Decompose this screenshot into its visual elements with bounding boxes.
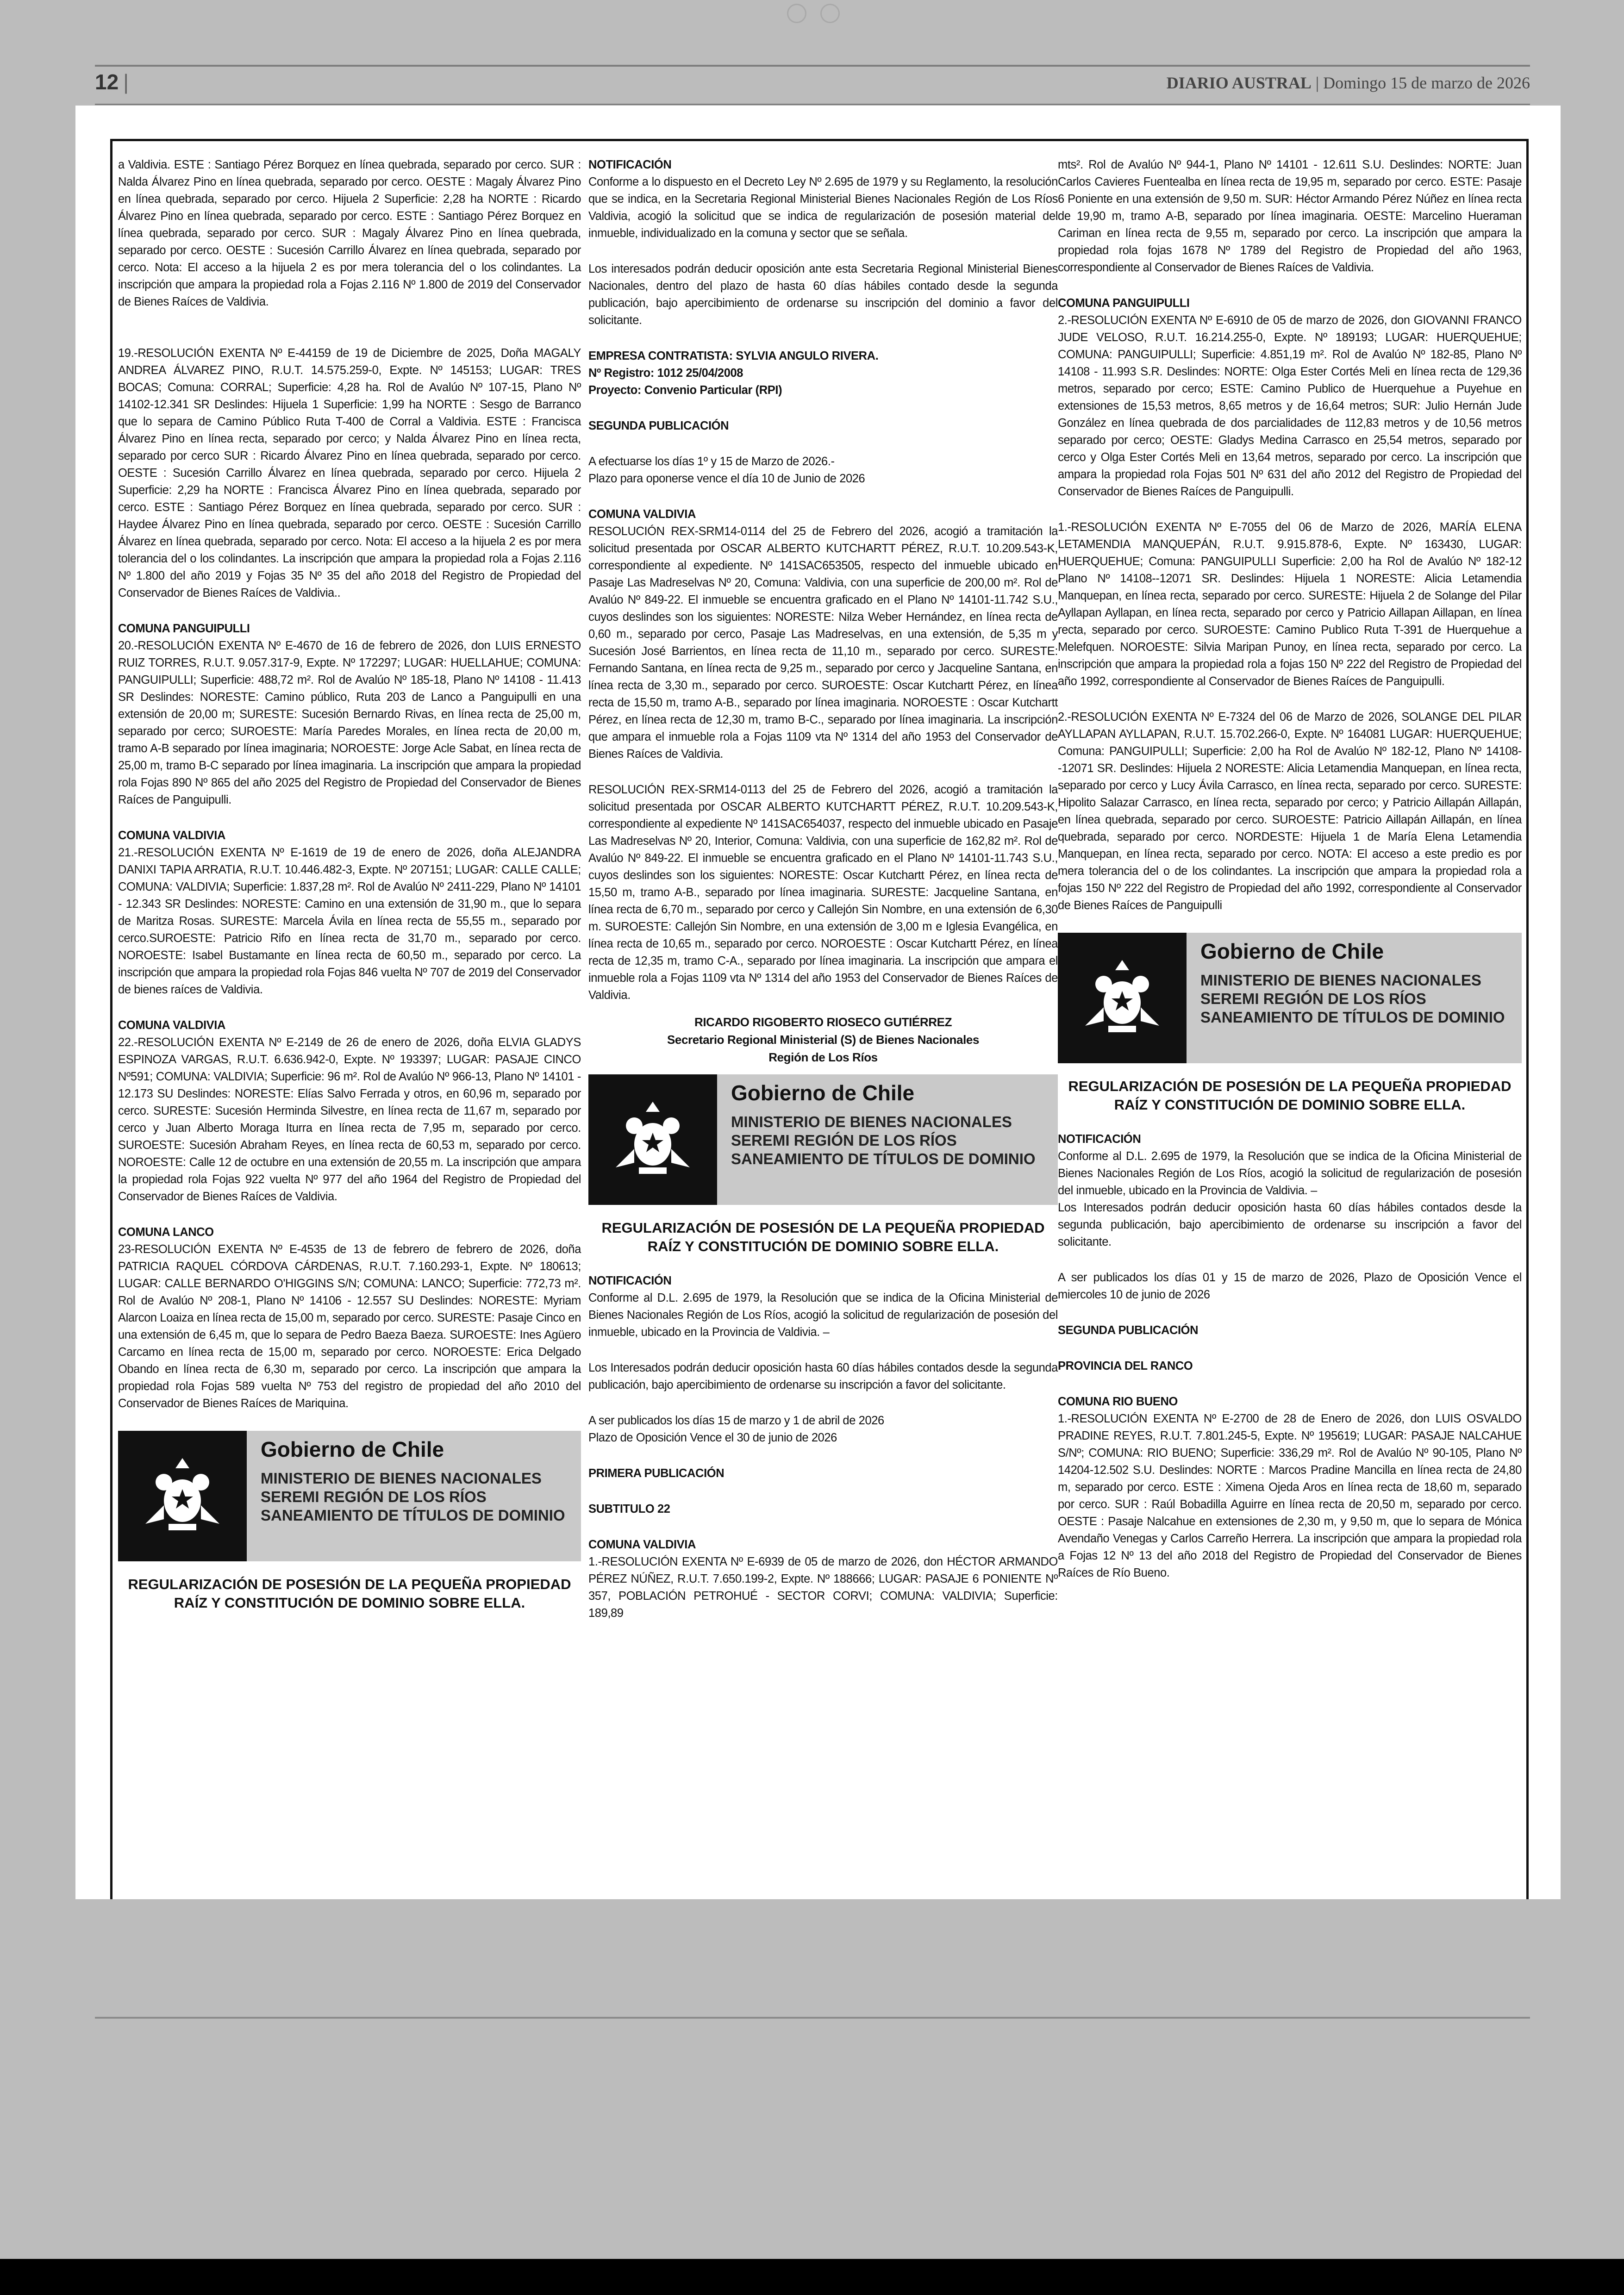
- newspaper-page: [75, 106, 1561, 1899]
- gob-line: SEREMI REGIÓN DE LOS RÍOS: [1200, 990, 1426, 1007]
- section-heading: COMUNA VALDIVIA: [118, 1019, 225, 1032]
- article-text: mts². Rol de Avalúo Nº 944-1, Plano Nº 14101 - 12.611 S.U. Deslindes: NORTE: Juan Carlos Cavieres Fuentealba en línea recta de 19,95 m, separado por cerco. ESTE: Pasaje 6 Poniente en una extensión de 9,50 m. SUR: Héctor Armando Pérez Núñez en línea recta de 19,90 m, tramo A-B, separado por línea imaginaria. OESTE: Marcelino Hueraman Cariman en línea recta de 9,55 m, separado por cerco. La inscripción que ampara la propiedad rola fojas 1678 Nº 1789 del Registro de Propiedad del año 1963, correspondiente al Conservador de Bienes Raíces de Valdivia.: [1058, 158, 1522, 274]
- section-heading: COMUNA PANGUIPULLI: [1058, 297, 1190, 310]
- gob-title: Gobierno de Chile: [261, 1437, 444, 1461]
- section-heading: COMUNA LANCO: [118, 1226, 214, 1239]
- gobierno-banner: [118, 1431, 581, 1561]
- signature-block: [588, 1013, 1058, 1066]
- paper-date: [1167, 73, 1530, 93]
- article-text: A ser publicados los días 15 de marzo y 1 de abril de 2026: [588, 1414, 884, 1427]
- section-heading: COMUNA VALDIVIA: [588, 1538, 696, 1551]
- section-heading: COMUNA VALDIVIA: [118, 829, 225, 842]
- article-text: 1.-RESOLUCIÓN EXENTA Nº E-2700 de 28 de Enero de 2026, don LUIS OSVALDO PRADINE REYES, R.U.T. 7.801.245-5, Expte. Nº 195619; LUGAR: PASAJE NALCAHUE S/Nº; COMUNA: RIO BUENO; Superficie: 336,29 m². Rol de Avalúo Nº 90-105, Plano Nº 14204-12.502 S.U. Deslindes: NORTE : Marcos Pradine Mancilla en línea recta de 24,80 m, separado por cerco. ESTE : Ximena Ojeda Aros en línea recta de 18,60 m, separado por cerco. SUR : Raúl Bobadilla Aguirre en línea recta de 20,50 m, separado por cerco. OESTE : Pasaje Nalcahue en extensiones de 2,30 m, y 9,50 m, que lo separa de Mónica Avendaño Venegas y Carlos Carreño Herrera. La inscripción que ampara la propiedad rola a Fojas 12 Nº 13 del año 2018 del Registro de Propiedad del Conservador de Bienes Raíces de Río Bueno.: [1058, 1412, 1522, 1579]
- section-heading: SEGUNDA PUBLICACIÓN: [588, 419, 729, 432]
- article-text: Conforme al D.L. 2.695 de 1979, la Resolución que se indica de la Oficina Ministerial de Bienes Nacionales Región de Los Ríos, acogió la solicitud de regularización de posesión del inmueble, ubicado en la Provincia de Valdivia. –: [588, 1291, 1058, 1339]
- article-text: 20.-RESOLUCIÓN EXENTA Nº E-4670 de 16 de febrero de 2026, don LUIS ERNESTO RUIZ TORRES, R.U.T. 9.057.317-9, Expte. Nº 172297; LUGAR: HUELLAHUE; COMUNA: PANGUIPULLI; Superficie: 488,72 m². Rol de Avalúo Nº 185-18, Plano Nº 14108 - 11.413 SR Deslindes: NORESTE: Camino público, Ruta 203 de Lanco a Panguipulli en una extensión de 20,00 m; SURESTE: Sucesión Bernardo Rivas, en línea recta de 25,00 m, separado por cerco; SUROESTE: María Paredes Morales, en línea recta de 20,00 m, tramo A-B separado por línea imaginaria; NOROESTE: Jorge Acle Sabat, en línea recta de 25,00 m, tramo B-C separado por línea imaginaria. La inscripción que ampara la propiedad rola Fojas 890 Nº 865 del año 2025 del Registro de Propiedad del Conservador de Bienes Raíces de Panguipulli.: [118, 639, 581, 806]
- article-text: 23-RESOLUCIÓN EXENTA Nº E-4535 de 13 de febrero de febrero de 2026, doña PATRICIA RAQUEL CÓRDOVA CÁRDENAS, R.U.T. 7.160.293-1, Expte. Nº 180613; LUGAR: CALLE BERNARDO O'HIGGINS S/N; COMUNA: LANCO; Superficie: 772,73 m². Rol de Avalúo Nº 208-1, Plano Nº 14106 - 12.557 SU Deslindes: NORESTE: Myriam Alarcon Loaiza en línea recta de 15,00 m, separado por cerco. SURESTE: Pasaje Cinco en una extensión de 6,45 m, que lo separa de Pedro Baeza Baeza. SUROESTE: Ines Agüero Carcamo en línea recta de 15,00 m, separado por cerco. NOROESTE: Erica Delgado Obando en línea recta de 6,30 m, separado por cerco. La inscripción que ampara la propiedad rola Fojas 589 vuelta Nº 753 del registro de propiedad del año 2010 del Conservador de Bienes Raíces de Mariquina.: [118, 1243, 581, 1410]
- article-text: Plazo de Oposición Vence el 30 de junio de 2026: [588, 1431, 837, 1444]
- gob-line: SANEAMIENTO DE TÍTULOS DE DOMINIO: [261, 1507, 565, 1524]
- article-text: 1.-RESOLUCIÓN EXENTA Nº E-6939 de 05 de marzo de 2026, don HÉCTOR ARMANDO PÉREZ NÚÑEZ, R.U.T. 7.650.199-2, Expte. Nº 188666; LUGAR: PASAJE 6 PONIENTE Nº 357, POBLACIÓN PETROHUÉ - SECTOR CORVI; COMUNA: VALDIVIA; Superficie: 189,89: [588, 1555, 1058, 1620]
- signer-name: RICARDO RIGOBERTO RIOSECO GUTIÉRREZ: [694, 1015, 952, 1029]
- article-text: a Valdivia. ESTE : Santiago Pérez Borquez en línea quebrada, separado por cerco. SUR : Nalda Álvarez Pino en línea quebrada, separado por cerco. OESTE : Magaly Álvarez Pino en línea quebrada, separado por cerco. Hijuela 2 Superficie: 2,28 ha NORTE : Ricardo Álvarez Pino en línea quebrada, separado por cerco. ESTE : Santiago Pérez Borquez en línea quebrada, separado por cerco. SUR : Magaly Álvarez Pino en línea quebrada, separado por cerco. OESTE : Sucesión Carrillo Álvarez en línea quebrada, separado por cerco. Nota: El acceso a la hijuela 2 es por mera tolerancia del o los colindantes. La inscripción que ampara la propiedad rola a Fojas 2.116 Nº 1.800 de 2019 del Conservador de Bienes Raíces de Valdivia.: [118, 158, 581, 308]
- gobierno-banner: [588, 1074, 1058, 1205]
- regularization-title: REGULARIZACIÓN DE POSESIÓN DE LA PEQUEÑA PROPIEDAD RAÍZ Y CONSTITUCIÓN DE DOMINIO SOBRE ELLA.: [128, 1576, 571, 1611]
- gob-line: SANEAMIENTO DE TÍTULOS DE DOMINIO: [731, 1150, 1036, 1167]
- gob-line: SANEAMIENTO DE TÍTULOS DE DOMINIO: [1200, 1009, 1505, 1026]
- contractor-line: EMPRESA CONTRATISTA: SYLVIA ANGULO RIVERA.: [588, 349, 879, 362]
- coat-of-arms-icon: [118, 1431, 247, 1561]
- nav-prev-icon[interactable]: [787, 4, 806, 23]
- project-line: Proyecto: Convenio Particular (RPI): [588, 384, 782, 397]
- section-heading: PROVINCIA DEL RANCO: [1058, 1360, 1193, 1372]
- article-text: 2.-RESOLUCIÓN EXENTA Nº E-6910 de 05 de marzo de 2026, don GIOVANNI FRANCO JUDE VELOSO, R.U.T. 16.214.255-0, Expte. Nº 189193; LUGAR: HUERQUEHUE; COMUNA: PANGUIPULLI; Superficie: 4.851,19 m². Rol de Avalúo Nº 182-85, Plano Nº 14108 - 11.993 S.R. Deslindes: NORTE: Olga Ester Cortés Meli en línea recta de 129,36 metros, separado por cerco; ESTE: Camino Publico de Huerquehue a Puyehue en extensiones de 15,53 metros, 8,65 metros y de 16,64 metros; SUR: Julio Hernán Jude González en línea quebrada de dos parcialidades de 112,83 metros y de 10,56 metros separado por cerco; OESTE: Gladys Medina Carrasco en 25,54 metros, separado por cerco y Olga Ester Cortés Meli en 13,64 metros, separado por cerco. La inscripción que ampara la propiedad rola Fojas 501 Nº 631 del año 2012 del Registro de Propiedad del Conservador de Bienes Raíces de Panguipulli.: [1058, 314, 1522, 498]
- paper-date-text: | Domingo 15 de marzo de 2026: [1315, 74, 1530, 92]
- page-number: 12 |: [95, 70, 129, 94]
- article-text: Los Interesados podrán deducir oposición hasta 60 días hábiles contados desde la segunda publicación, bajo apercibimiento de ordenarse su inscripción a favor del solicitante.: [1058, 1201, 1522, 1248]
- column-2: [588, 156, 1058, 1640]
- header-separator: |: [123, 70, 129, 94]
- section-heading: NOTIFICACIÓN: [588, 158, 672, 171]
- article-text: 21.-RESOLUCIÓN EXENTA Nº E-1619 de 19 de enero de 2026, doña ALEJANDRA DANIXI TAPIA ARRATIA, R.U.T. 10.446.482-3, Expte. Nº 207151; LUGAR: CALLE CALLE; COMUNA: VALDIVIA; Superficie: 1.837,28 m². Rol de Avalúo Nº 2411-229, Plano Nº 14101 - 12.343 SR Deslindes: NORESTE: Camino en una extensión de 31,90 m., que lo separa de Maritza Rosas. SURESTE: Marcela Ávila en línea recta de 55,55 m., separado por cerco.SUROESTE: Patricio Rifo en línea recta de 31,70 m., separado por cerco. NOROESTE: Isabel Bustamante en línea recta de 60,50 m., separado por cerco. La inscripción que ampara la propiedad rola Fojas 846 vuelta Nº 707 de 2019 del Conservador de bienes raíces de Valdivia.: [118, 846, 581, 996]
- footer-rule: [95, 2017, 1530, 2019]
- gob-line: SEREMI REGIÓN DE LOS RÍOS: [731, 1132, 957, 1149]
- regularization-title: REGULARIZACIÓN DE POSESIÓN DE LA PEQUEÑA PROPIEDAD RAÍZ Y CONSTITUCIÓN DE DOMINIO SOBRE ELLA.: [1068, 1078, 1512, 1113]
- article-text: 2.-RESOLUCIÓN EXENTA Nº E-7324 del 06 de Marzo de 2026, SOLANGE DEL PILAR AYLLAPAN AYLLAPAN, R.U.T. 15.702.266-0, Expte. Nº 164081 LUGAR: HUERQUEHUE; Comuna: PANGUIPULLI; Superficie: 2,00 ha Rol de Avalúo Nº 182-12, Plano Nº 14108--12071 SR. Deslindes: Hijuela 2 NORESTE: Alicia Letamendia Manquepan, en línea recta, separado por cerco y Lucy Ávila Carrasco, en línea recta, separado por cerco. SURESTE: Hipolito Salazar Carrasco, en línea recta, separado por cerco; y Patricio Aillapán Aillapán, en línea quebrada, separado por cerco. SUROESTE: Patricio Aillapán Aillapán, en línea quebrada, separado por cerco. NORDESTE: Hijuela 1 de María Elena Letamendia Manquepan, en línea recta, separado por cerco. NOTA: El acceso a este predio es por mera tolerancia del o de los colindantes. La inscripción que ampara la propiedad rola a fojas 150 Nº 222 del Registro de Propiedad del año 1992, correspondiente al Conservador de Bienes Raíces de Panguipulli: [1058, 711, 1522, 912]
- paper-name: DIARIO AUSTRAL: [1166, 74, 1312, 92]
- column-3: [1058, 156, 1522, 1600]
- section-heading: SUBTITULO 22: [588, 1503, 670, 1515]
- gob-line: MINISTERIO DE BIENES NACIONALES: [261, 1470, 542, 1487]
- article-text: Conforme al D.L. 2.695 de 1979, la Resolución que se indica de la Oficina Ministerial de Bienes Nacionales Región de Los Ríos, acogió la solicitud de regularización de posesión del inmueble, ubicado en la Provincia de Valdivia. –: [1058, 1150, 1522, 1197]
- gob-line: SEREMI REGIÓN DE LOS RÍOS: [261, 1488, 487, 1505]
- section-heading: NOTIFICACIÓN: [588, 1274, 672, 1287]
- nav-next-icon[interactable]: [820, 4, 840, 23]
- gob-line: MINISTERIO DE BIENES NACIONALES: [731, 1113, 1012, 1130]
- section-heading: NOTIFICACIÓN: [1058, 1133, 1141, 1146]
- bottom-bar: [0, 2259, 1624, 2295]
- article-text: Los interesados podrán deducir oposición ante esta Secretaria Regional Ministerial Bienes Nacionales, dentro del plazo de hasta 60 días hábiles contado desde la segunda publicación, bajo apercibimiento de ordenarse su inscripción del dominio a favor del solicitante.: [588, 262, 1058, 327]
- article-text: RESOLUCIÓN REX-SRM14-0114 del 25 de Febrero del 2026, acogió a tramitación la solicitud presentada por OSCAR ALBERTO KUTCHARTT PÉREZ, R.U.T. 10.209.543-K, correspondiente al expediente. Nº 141SAC653505, respecto del inmueble ubicado en Pasaje Las Madreselvas Nº 20, Comuna: Valdivia, con una superficie de 200,00 m². Rol de Avalúo Nº 849-22. El inmueble se encuentra graficado en el Plano Nº 14101-11.742 S.U., cuyos deslindes son los siguientes: NORESTE: Nilza Weber Hernández, en línea recta de 0,60 m., separado por cerco, Pasaje Las Madreselvas, en una extensión, de 5,35 m y Sucesión José Barrientos, en línea recta de 11,10 m., separado por cerco. SURESTE: Fernando Santana, en línea recta de 9,25 m., separado por cerco y Jacqueline Santana, en línea recta de 3,30 m., separado por cerco. SUROESTE: Oscar Kutchartt Pérez, en línea recta de 15,50 m, tramo A-B., separado por línea imaginaria. NOROESTE : Oscar Kutchartt Pérez, en línea recta de 12,30 m, tramo B-C., separado por línea imaginaria. La inscripción que ampara el inmueble rola a Fojas 1109 vta Nº 1314 del año 1953 del Conservador de Bienes Raíces de Valdivia.: [588, 525, 1058, 761]
- gob-line: MINISTERIO DE BIENES NACIONALES: [1200, 972, 1481, 989]
- section-heading: COMUNA VALDIVIA: [588, 508, 696, 521]
- signer-role: Secretario Regional Ministerial (S) de Bienes Nacionales: [667, 1033, 980, 1047]
- section-heading: SEGUNDA PUBLICACIÓN: [1058, 1324, 1199, 1337]
- section-heading: PRIMERA PUBLICACIÓN: [588, 1467, 725, 1480]
- article-text: RESOLUCIÓN REX-SRM14-0113 del 25 de Febrero del 2026, acogió a tramitación la solicitud presentada por OSCAR ALBERTO KUTCHARTT PÉREZ, R.U.T. 10.209.543-K, correspondiente al expediente Nº 141SAC654037, respecto del inmueble ubicado en Pasaje Las Madreselvas Nº 20, Interior, Comuna: Valdivia, con una superficie de 162,82 m². Rol de Avalúo Nº 849-22. El inmueble se encuentra graficado en el Plano Nº 14101-11.743 S.U., cuyos deslindes son los siguientes: NORESTE: Oscar Kutchartt Pérez, en línea recta de 15,50 m, tramo A-B., separado por línea imaginaria. SURESTE: Jacqueline Santana, en línea recta de 6,70 m., separado por cerco y Callejón Sin Nombre, en una extensión de 6,30 m. SUROESTE: Callejón Sin Nombre, en una extensión de 3,00 m e Iglesia Evangélica, en línea recta de 10,65 m., separado por cerco. NOROESTE : Oscar Kutchartt Pérez, en línea recta de 12,35 m, tramo C-A., separado por línea imaginaria. La inscripción que ampara el inmueble rola a Fojas 1109 vta Nº 1314 del año 1953 del Conservador de Bienes Raíces de Valdivia.: [588, 783, 1058, 1002]
- page-header: [95, 65, 1530, 105]
- article-text: A ser publicados los días 01 y 15 de marzo de 2026, Plazo de Oposición Vence el miercoles 10 de junio de 2026: [1058, 1271, 1522, 1301]
- column-1: [118, 156, 581, 1629]
- section-heading: COMUNA RIO BUENO: [1058, 1395, 1178, 1408]
- article-text: Conforme a lo dispuesto en el Decreto Ley Nº 2.695 de 1979 y su Reglamento, la resolución que se indica, en la Secretaria Regional Ministerial Bienes Nacionales Región de Los Ríos Valdivia, acogió la solicitud que se indica de regularización de posesión material del inmueble, individualizado en la comuna y sector que se señala.: [588, 175, 1058, 240]
- article-text: A efectuarse los días 1º y 15 de Marzo de 2026.-: [588, 455, 835, 468]
- viewer-toolbar: [0, 0, 1624, 28]
- registry-line: Nº Registro: 1012 25/04/2008: [588, 367, 743, 380]
- article-text: 1.-RESOLUCIÓN EXENTA Nº E-7055 del 06 de Marzo de 2026, MARÍA ELENA LETAMENDIA MANQUEPÁN, R.U.T. 9.915.878-6, Expte. Nº 163430, LUGAR: HUERQUEHUE; Comuna: PANGUIPULLI Superficie: 2,00 ha Rol de Avalúo Nº 182-12 Plano Nº 14108--12071 SR. Deslindes: Hijuela 1 NORESTE: Alicia Letamendia Manquepan, en línea recta, separado por cerco. SURESTE: Hijuela 2 de Solange del Pilar Ayllapan Ayllapan, en línea recta, separado por cerco y Patricio Aillapan Aillapan, en línea recta, separado por cerco. SUROESTE: Camino Publico Ruta T-391 de Huerquehue a Melefquen. NOROESTE: Silvia Maripan Punoy, en línea recta, separado por cerco. La inscripción que ampara la propiedad rola a fojas 150 Nº 222 del Registro de Propiedad del año 1992, correspondiente al Conservador de Bienes Raíces de Panguipulli.: [1058, 521, 1522, 688]
- coat-of-arms-icon: [1058, 933, 1187, 1063]
- article-text: Los Interesados podrán deducir oposición hasta 60 días hábiles contados desde la segunda publicación, bajo apercibimiento de ordenarse su inscripción a favor del solicitante.: [588, 1361, 1058, 1391]
- article-text: 19.-RESOLUCIÓN EXENTA Nº E-44159 de 19 de Diciembre de 2025, Doña MAGALY ANDREA ÁLVAREZ PINO, R.U.T. 14.575.259-0, Expte. Nº 145153; LUGAR: TRES BOCAS; Comuna: CORRAL; Superficie: 4,28 ha. Rol de Avalúo Nº 107-15, Plano Nº 14102-12.341 SR Deslindes: Hijuela 1 Superficie: 1,99 ha NORTE : Sesgo de Barranco que lo separa de Camino Público Ruta T-400 de Corral a Valdivia. ESTE : Francisca Álvarez Pino en línea recta, separado por cerco; y Nalda Álvarez Pino en línea recta, separado por cerco SUR : Ricardo Álvarez Pino en línea quebrada, separado por cerco. OESTE : Sucesión Carrillo Álvarez en línea quebrada, separado por cerco. Hijuela 2 Superficie: 2,29 ha NORTE : Francisca Álvarez Pino en línea quebrada, separado por cerco. ESTE : Santiago Pérez Borquez en línea quebrada, separado por cerco. SUR : Haydee Álvarez Pino en línea quebrada, separado por cerco. OESTE : Sucesión Carrillo Álvarez en línea quebrada, separado por cerco. Nota: El acceso a la hijuela 2 es por mera tolerancia del o los colindantes. La inscripción que ampara la propiedad rola a Fojas 2.116 Nº 1.800 del año 2019 y Fojas 35 Nº 35 del año 2018 del Registro de Propiedad del Conservador de Bienes Raíces de Valdivia..: [118, 347, 581, 599]
- article-text: 22.-RESOLUCIÓN EXENTA Nº E-2149 de 26 de enero de 2026, doña ELVIA GLADYS ESPINOZA VARGAS, R.U.T. 6.636.942-0, Expte. Nº 193397; LUGAR: PASAJE CINCO Nº591; COMUNA: VALDIVIA; Superficie: 96 m². Rol de Avalúo Nº 966-13, Plano Nº 14101 - 12.173 SU Deslindes: NORESTE: Elías Salvo Ferrada y otros, en 60,96 m, separado por cerco. SURESTE: Sucesión Herminda Silvestre, en línea recta de 11,67 m, separado por cerco y Juan Alberto Moraga Iturra en línea recta de 7,95 m, separado por cerco. SUROESTE: Sucesión Abraham Reyes, en línea recta de 60,53 m, separado por cerco. NOROESTE: Calle 12 de octubre en una extensión de 20,55 m. La inscripción que ampara la propiedad rola Fojas 922 vuelta Nº 977 del año 1964 del Registro de Propiedad del Conservador de Bienes Raíces de Valdivia.: [118, 1036, 581, 1203]
- gobierno-banner: [1058, 933, 1522, 1063]
- regularization-title: REGULARIZACIÓN DE POSESIÓN DE LA PEQUEÑA PROPIEDAD RAÍZ Y CONSTITUCIÓN DE DOMINIO SOBRE ELLA.: [601, 1220, 1045, 1254]
- gob-title: Gobierno de Chile: [731, 1081, 915, 1105]
- gob-title: Gobierno de Chile: [1200, 939, 1384, 963]
- coat-of-arms-icon: [588, 1074, 717, 1205]
- section-heading: COMUNA PANGUIPULLI: [118, 622, 250, 635]
- article-text: Plazo para oponerse vence el día 10 de Junio de 2026: [588, 472, 865, 485]
- signer-region: Región de Los Ríos: [768, 1050, 878, 1064]
